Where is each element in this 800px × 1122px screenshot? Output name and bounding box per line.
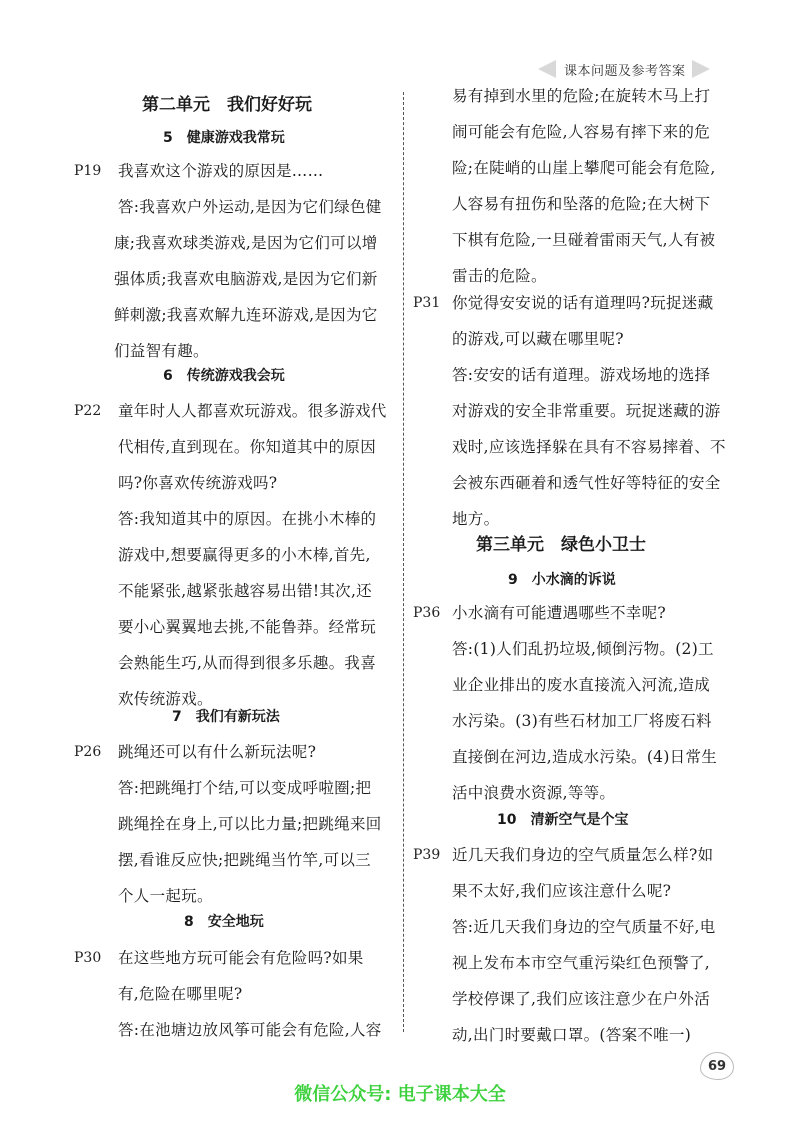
p39-line: 学校停课了,我们应该注意少在户外活	[452, 990, 711, 1008]
p22-line: 答:我知道其中的原因。在挑小木棒的	[118, 510, 377, 528]
triangle-left-icon	[538, 60, 556, 78]
p26-line: 跳绳拴在身上,可以比力量;把跳绳来回	[118, 815, 382, 833]
unit-3-title: 第三单元 绿色小卫士	[476, 535, 646, 555]
p36-line: 水污染。(3)有些石材加工厂将废石料	[452, 712, 712, 730]
p30-cont-line: 下棋有危险,一旦碰着雷雨天气,人有被	[452, 231, 716, 249]
p31-line: 的游戏,可以藏在哪里呢?	[452, 330, 624, 348]
footer-watermark: 微信公众号: 电子课本大全	[294, 1084, 506, 1105]
column-divider	[403, 92, 404, 1032]
page-number-label: 69	[707, 1058, 727, 1074]
p26-line: 跳绳还可以有什么新玩法呢?	[118, 743, 317, 761]
p39-line: 视上发布本市空气重污染红色预警了,	[452, 954, 711, 972]
question-number-p30: P30	[74, 950, 102, 966]
p22-line: 不能紧张,越紧张越容易出错!其次,还	[118, 582, 372, 600]
p36-line: 答:(1)人们乱扔垃圾,倾倒污物。(2)工	[452, 640, 714, 658]
p31-line: 戏时,应该选择躲在具有不容易摔着、不	[452, 438, 726, 456]
p22-line: 吗?你喜欢传统游戏吗?	[118, 474, 278, 492]
p31-line: 地方。	[452, 510, 500, 528]
p30-line: 有,危险在哪里呢?	[118, 985, 243, 1003]
triangle-right-icon	[692, 60, 710, 78]
p22-line: 游戏中,想要赢得更多的小木棒,首先,	[118, 546, 371, 564]
p31-line: 会被东西砸着和透气性好等特征的安全	[452, 474, 721, 492]
p30-line: 答:在池塘边放风筝可能会有危险,人容	[118, 1021, 382, 1039]
question-number-p19: P19	[74, 163, 102, 179]
unit-2-title: 第二单元 我们好好玩	[142, 95, 312, 115]
p39-line: 答:近几天我们身边的空气质量不好,电	[452, 918, 716, 936]
p39-line: 动,出门时要戴口罩。(答案不唯一)	[452, 1026, 692, 1044]
running-header-label: 课本问题及参考答案	[564, 63, 686, 79]
p30-cont-line: 易有掉到水里的危险;在旋转木马上打	[452, 87, 711, 105]
p26-line: 摆,看谁反应快;把跳绳当竹竿,可以三	[118, 851, 371, 869]
p22-block	[118, 393, 400, 717]
p30-cont-line: 人容易有扭伤和坠落的危险;在大树下	[452, 195, 711, 213]
p30-cont-line: 闹可能会有危险,人容易有摔下来的危	[452, 123, 711, 141]
lesson-5-title: 5 健康游戏我常玩	[163, 130, 285, 146]
lesson-10-title: 10 清新空气是个宝	[497, 812, 629, 828]
lesson-7-title: 7 我们有新玩法	[172, 709, 280, 725]
p31-line: 答:安安的话有道理。游戏场地的选择	[452, 366, 711, 384]
question-number-p36: P36	[413, 605, 441, 621]
p30-cont-line: 险;在陡峭的山崖上攀爬可能会有危险,	[452, 159, 716, 177]
p30-cont-line: 雷击的危险。	[452, 267, 547, 285]
p22-line: 会熟能生巧,从而得到很多乐趣。我喜	[118, 654, 377, 672]
p36-line: 业企业排出的废水直接流入河流,造成	[452, 676, 711, 694]
question-number-p26: P26	[74, 744, 102, 760]
question-number-p31: P31	[413, 295, 441, 311]
p22-line: 要小心翼翼地去挑,不能鲁莽。经常玩	[118, 618, 377, 636]
p36-line: 活中浪费水资源,等等。	[452, 784, 616, 802]
p39-line: 近几天我们身边的空气质量怎么样?如	[452, 846, 714, 864]
p39-line: 果不太好,我们应该注意什么呢?	[452, 882, 672, 900]
p31-block	[452, 285, 742, 537]
p26-line: 答:把跳绳打个结,可以变成呼啦圈;把	[118, 779, 372, 797]
p19-answer-line: 强体质;我喜欢电脑游戏,是因为它们新	[114, 270, 378, 288]
lesson-6-title: 6 传统游戏我会玩	[163, 368, 285, 384]
p19-answer-line: 鲜刺激;我喜欢解九连环游戏,是因为它	[114, 306, 378, 324]
p36-line: 直接倒在河边,造成水污染。(4)日常生	[452, 748, 718, 766]
p22-line: 欢传统游戏。	[118, 690, 213, 708]
p19-answer-line: 答:我喜欢户外运动,是因为它们绿色健	[118, 198, 382, 216]
p31-line: 对游戏的安全非常重要。玩捉迷藏的游	[452, 402, 721, 420]
p19-block	[114, 153, 398, 369]
question-number-p39: P39	[413, 847, 441, 863]
p19-answer-line: 康;我喜欢球类游戏,是因为它们可以增	[114, 234, 378, 252]
lesson-8-title: 8 安全地玩	[184, 914, 264, 930]
p19-answer-line: 们益智有趣。	[114, 342, 209, 360]
p36-block	[452, 595, 742, 811]
p39-block	[452, 837, 742, 1053]
p30-block	[118, 940, 400, 1048]
p22-line: 代相传,直到现在。你知道其中的原因	[118, 438, 377, 456]
p26-block	[118, 734, 400, 914]
question-number-p22: P22	[74, 403, 102, 419]
p19-question: 我喜欢这个游戏的原因是……	[118, 162, 324, 180]
lesson-9-title: 9 小水滴的诉说	[508, 572, 616, 588]
page-number	[700, 1052, 734, 1080]
p30-continued-block	[452, 78, 742, 294]
p22-line: 童年时人人都喜欢玩游戏。很多游戏代	[118, 402, 387, 420]
p31-line: 你觉得安安说的话有道理吗?玩捉迷藏	[452, 294, 714, 312]
p36-line: 小水滴有可能遭遇哪些不幸呢?	[452, 604, 667, 622]
p30-line: 在这些地方玩可能会有危险吗?如果	[118, 949, 364, 967]
running-header	[538, 58, 734, 80]
p26-line: 个人一起玩。	[118, 887, 213, 905]
